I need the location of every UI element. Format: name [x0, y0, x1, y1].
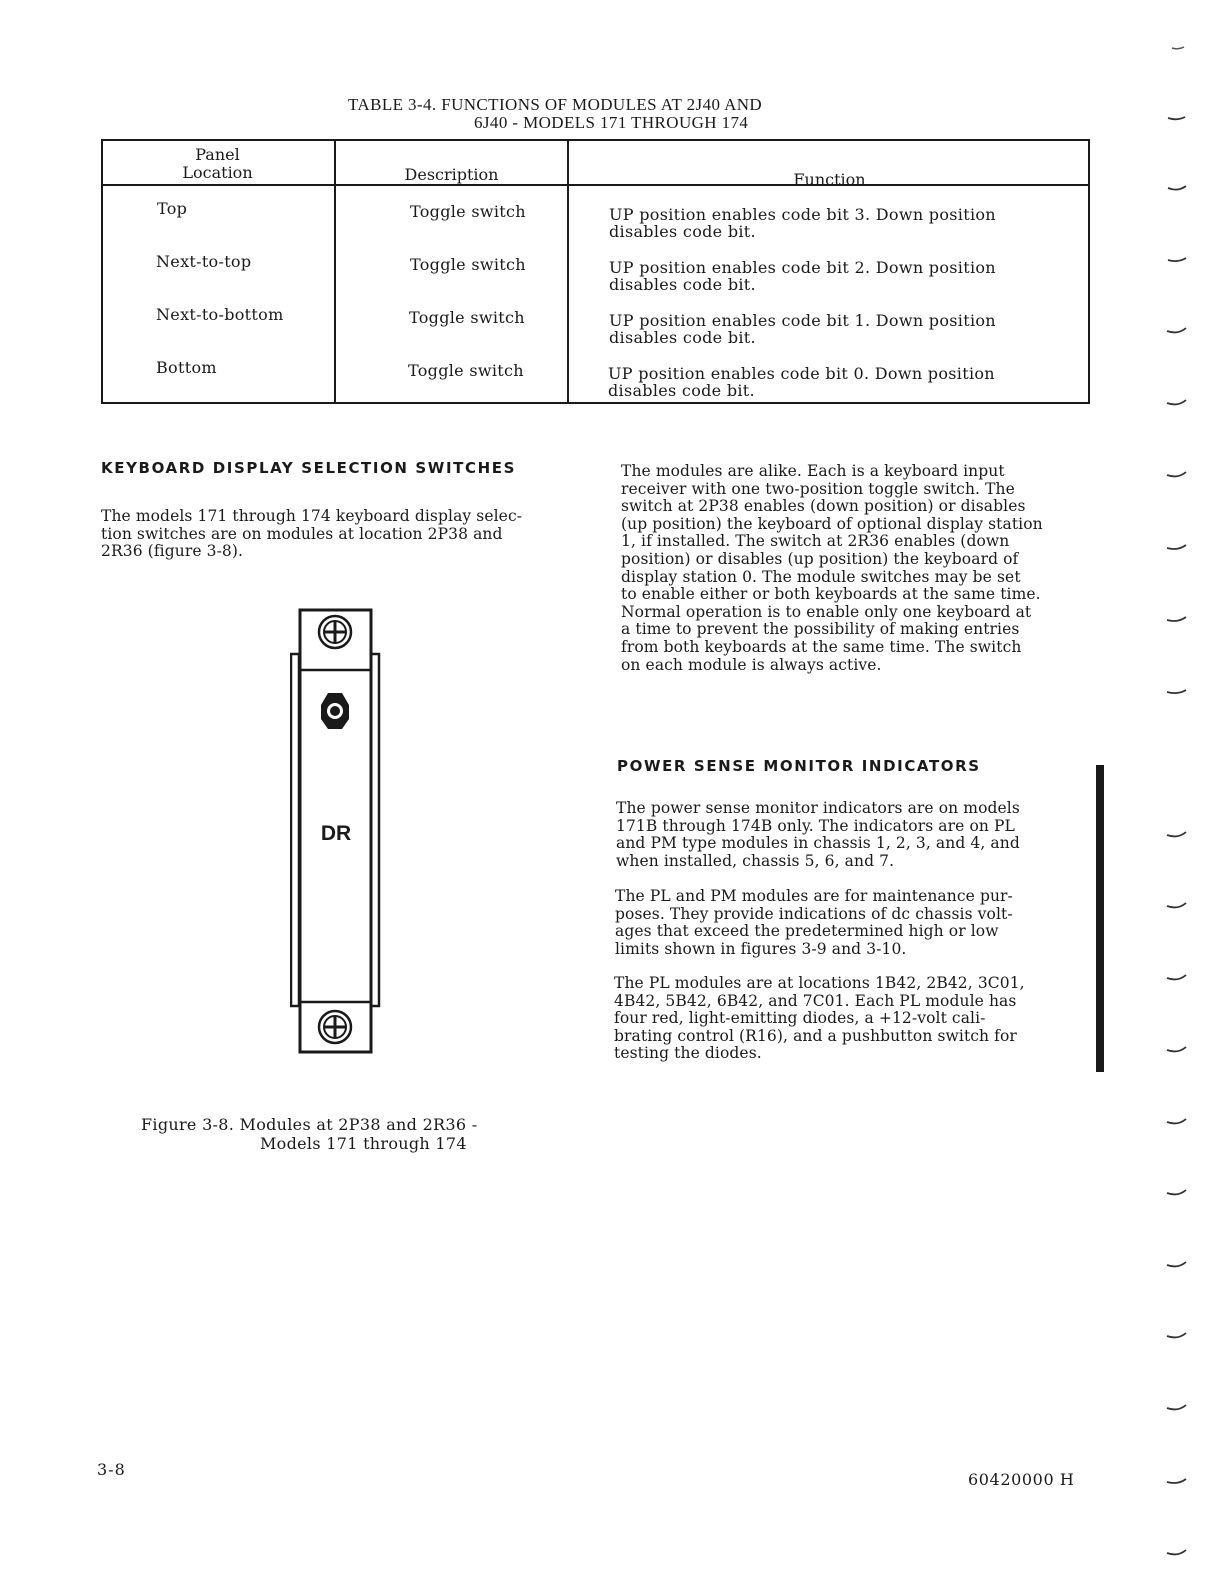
top-screw-icon — [319, 616, 351, 648]
table-cell-description: Toggle switch — [410, 202, 526, 221]
table-cell-description: Toggle switch — [409, 308, 525, 327]
power-paragraph-1: The power sense monitor indicators are on models 171B through 174B only. The indicators are on PL and PM type modules in chassis 1, 2, 3, and 4, and when installed, chassis 5, 6, and 7. — [616, 799, 1020, 870]
header-panel-location: Panel Location — [182, 145, 253, 182]
document-number: 60420000 H — [968, 1470, 1075, 1489]
table-cell-description: Toggle switch — [410, 255, 526, 274]
table-cell-location: Bottom — [156, 358, 217, 377]
module-label: DR — [320, 822, 352, 845]
header-function: Function — [793, 170, 866, 189]
header-description: Description — [404, 165, 499, 184]
table-title — [300, 96, 900, 132]
table-cell-function: UP position enables code bit 0. Down position disables code bit. — [608, 364, 995, 400]
table-cell-description: Toggle switch — [408, 361, 524, 380]
page-number: 3-8 — [97, 1460, 126, 1479]
bottom-screw-icon — [319, 1011, 351, 1043]
table-cell-location: Top — [157, 199, 188, 218]
table-cell-location: Next-to-bottom — [156, 305, 284, 324]
table-title-line-1: TABLE 3-4. FUNCTIONS OF MODULES AT 2J40 AND — [348, 95, 763, 114]
keyboard-description-paragraph: The modules are alike. Each is a keyboard input receiver with one two-position toggle switch. The switch at 2P38 enables (down position) or disables (up position) the keyboard of optional display station 1, if installed. The switch at 2R36 enables (down position) or disables (up position) the keyboard of display station 0. The module switches may be set to enable either or both keyboards at the same time. Normal operation is to enable only one keyboard at a time to prevent the possibility of making entries from both keyboards at the same time. The switch on each module is always active. — [621, 462, 1043, 674]
keyboard-section-heading: KEYBOARD DISPLAY SELECTION SWITCHES — [101, 459, 516, 477]
power-paragraph-3: The PL modules are at locations 1B42, 2B42, 3C01, 4B42, 5B42, 6B42, and 7C01. Each PL module has four red, light-emitting diodes, a +12-volt cali- brating control (R16), and a pushbutton switch for testing the diodes. — [614, 974, 1025, 1063]
table-title-line-2: 6J40 - MODELS 171 THROUGH 174 — [474, 113, 749, 132]
table-cell-function: UP position enables code bit 1. Down position disables code bit. — [609, 311, 996, 347]
module-figure — [290, 608, 382, 1055]
table-cell-function: UP position enables code bit 3. Down position disables code bit. — [609, 205, 996, 241]
power-paragraph-2: The PL and PM modules are for maintenance pur- poses. They provide indications of dc chassis volt- ages that exceed the predetermined high or low limits shown in figures 3-9 and 3-10. — [615, 887, 1013, 958]
table-cell-function: UP position enables code bit 2. Down position disables code bit. — [609, 258, 996, 294]
change-bar — [1096, 765, 1104, 1072]
figure-caption: Figure 3-8. Modules at 2P38 and 2R36 - Models 171 through 174 — [141, 1115, 478, 1153]
power-section-heading: POWER SENSE MONITOR INDICATORS — [617, 757, 981, 775]
functions-table — [101, 139, 1090, 404]
toggle-switch-icon — [321, 693, 349, 729]
table-cell-location: Next-to-top — [156, 252, 252, 271]
binding-marks — [1150, 0, 1200, 1581]
keyboard-section-paragraph: The models 171 through 174 keyboard display selec- tion switches are on modules at location 2P38 and 2R36 (figure 3-8). — [101, 507, 523, 561]
